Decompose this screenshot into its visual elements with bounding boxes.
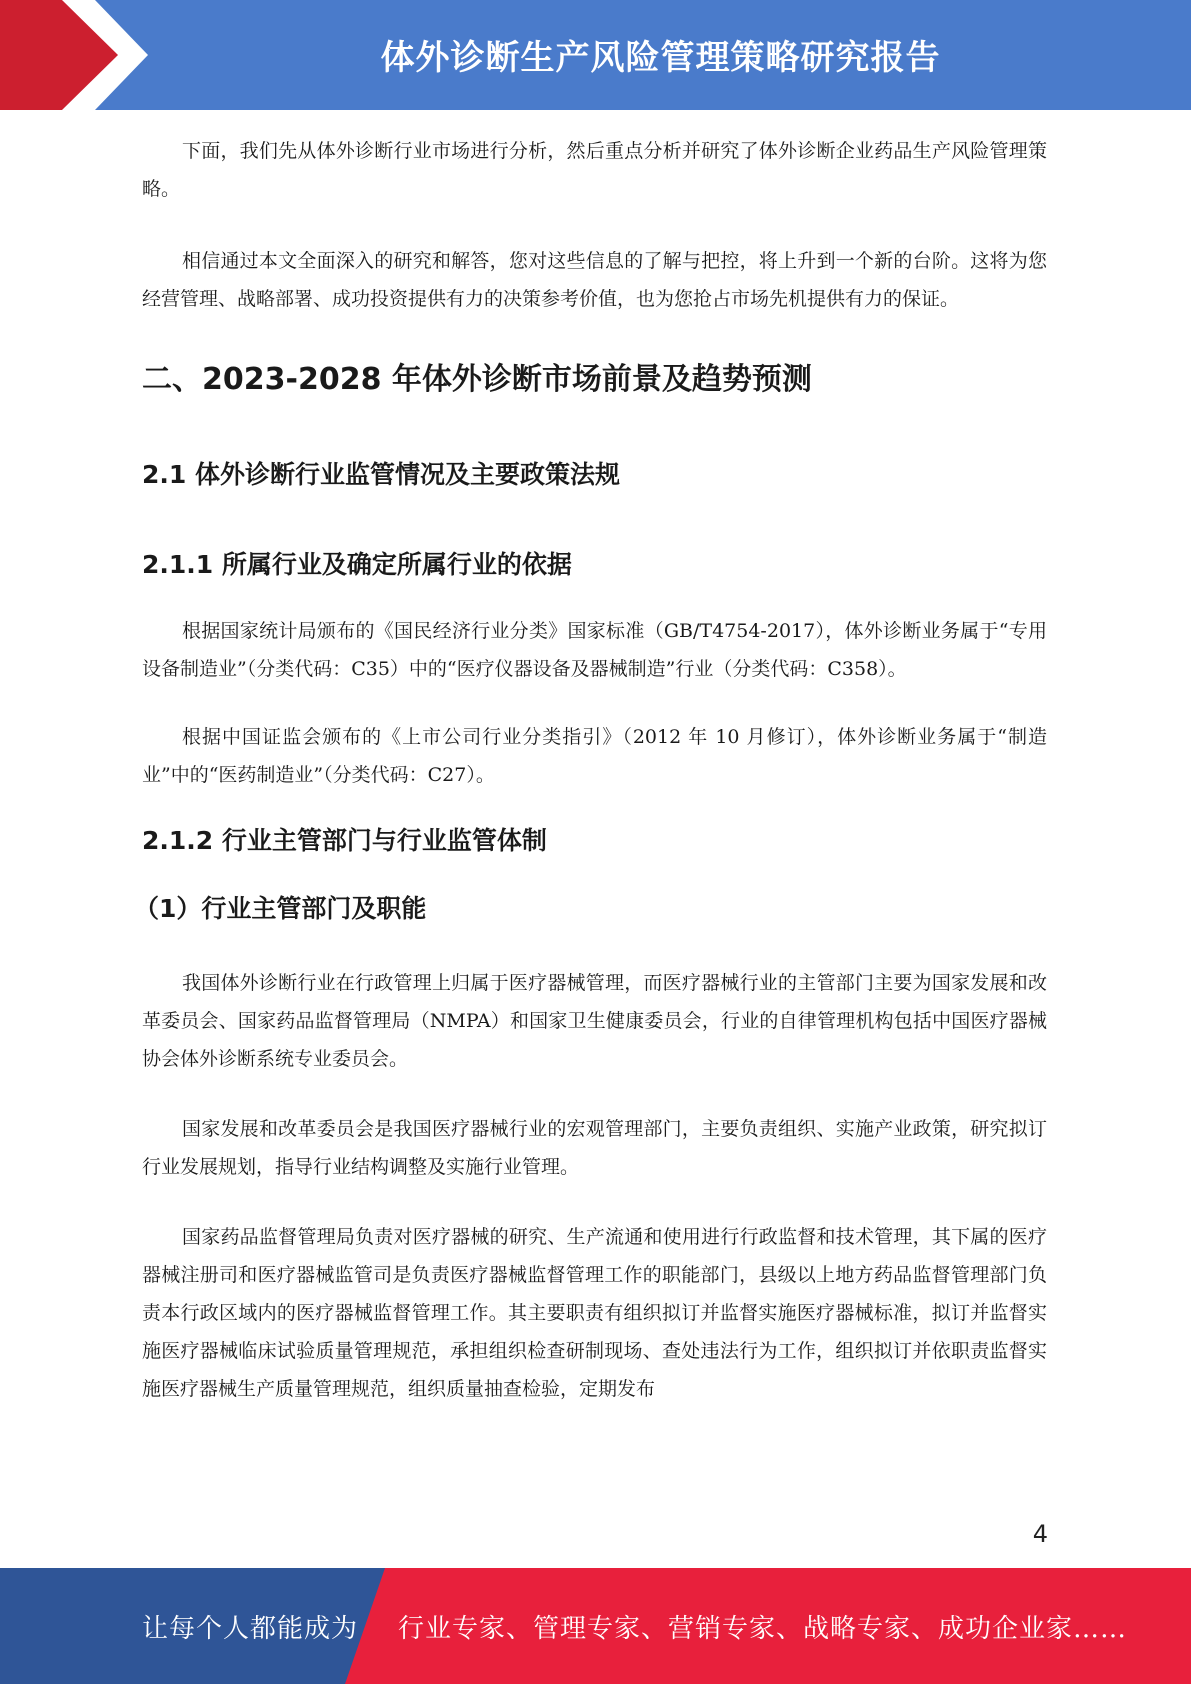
- industry-classification-paragraph: 根据国家统计局颁布的《国民经济行业分类》国家标准（GB/T4754-2017），体外诊断业务属于“专用设备制造业”（分类代码：C35）中的“医疗仪器设备及器械制造”行业（分类代码：C358）。: [142, 620, 1047, 680]
- footer-slogan-right: 行业专家、管理专家、营销专家、战略专家、成功企业家……: [398, 1614, 1128, 1644]
- subsection-heading-2-1: 2.1 体外诊断行业监管情况及主要政策法规: [142, 460, 620, 489]
- ndrc-paragraph: 国家发展和改革委员会是我国医疗器械行业的宏观管理部门，主要负责组织、实施产业政策，研究拟订行业发展规划，指导行业结构调整及实施行业管理。: [142, 1118, 1047, 1178]
- summary-paragraph: 相信通过本文全面深入的研究和解答，您对这些信息的了解与把控，将上升到一个新的台阶。这将为您经营管理、战略部署、成功投资提供有力的决策参考价值，也为您抢占市场先机提供有力的保证。: [142, 250, 1047, 310]
- regulator-overview-paragraph: 我国体外诊断行业在行政管理上归属于医疗器械管理，而医疗器械行业的主管部门主要为国家发展和改革委员会、国家药品监督管理局（NMPA）和国家卫生健康委员会，行业的自律管理机构包括中国医疗器械协会体外诊断系统专业委员会。: [142, 972, 1047, 1070]
- section-heading-2: 二、2023-2028 年体外诊断市场前景及趋势预测: [142, 362, 812, 397]
- csrc-classification-paragraph: 根据中国证监会颁布的《上市公司行业分类指引》（2012 年 10 月修订），体外诊断业务属于“制造业”中的“医药制造业”（分类代码：C27）。: [142, 726, 1047, 786]
- footer-slogan-left: 让每个人都能成为: [142, 1614, 359, 1644]
- page-number: 4: [1032, 1520, 1048, 1548]
- intro-paragraph: 下面，我们先从体外诊断行业市场进行分析，然后重点分析并研究了体外诊断企业药品生产风险管理策略。: [142, 140, 1047, 200]
- subsection-heading-2-1-2: 2.1.2 行业主管部门与行业监管体制: [142, 826, 547, 855]
- item-heading-1: （1）行业主管部门及职能: [134, 894, 427, 923]
- nmpa-paragraph: 国家药品监督管理局负责对医疗器械的研究、生产流通和使用进行行政监督和技术管理，其下属的医疗器械注册司和医疗器械监管司是负责医疗器械监督管理工作的职能部门，县级以上地方药品监督管理部门负责本行政区域内的医疗器械监督管理工作。其主要职责有组织拟订并监督实施医疗器械标准，拟订并监督实施医疗器械临床试验质量管理规范，承担组织检查研制现场、查处违法行为工作，组织拟订并依职责监督实施医疗器械生产质量管理规范，组织质量抽查检验，定期发布: [142, 1226, 1047, 1400]
- report-title: 体外诊断生产风险管理策略研究报告: [380, 38, 941, 78]
- subsection-heading-2-1-1: 2.1.1 所属行业及确定所属行业的依据: [142, 550, 572, 579]
- header-banner: [0, 0, 1191, 110]
- footer-banner: [0, 1568, 1191, 1684]
- document-body: [134, 132, 1047, 1408]
